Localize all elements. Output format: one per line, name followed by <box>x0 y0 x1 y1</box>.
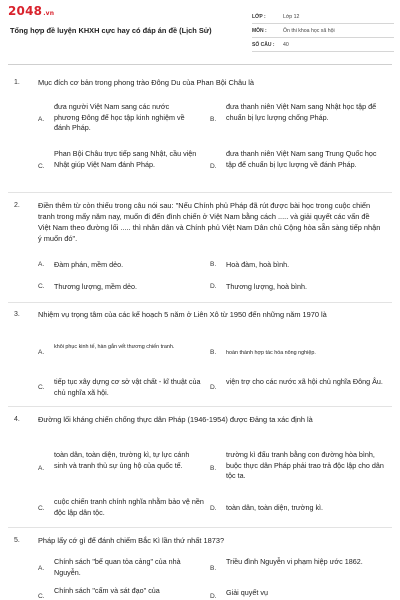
info-row-subject <box>252 24 394 38</box>
option-d-text[interactable]: toàn dân, toàn diện, trường kì. <box>226 503 324 512</box>
logo-main: 2048 <box>8 4 43 18</box>
option-b-text[interactable]: hoàn thành hợp tác hóa nông nghiệp. <box>226 350 316 356</box>
option-a-text[interactable]: Chính sách "bế quan tỏa cảng" của nhà Nguyễn. <box>54 557 181 577</box>
option-b-text[interactable]: Hoà đàm, hoà bình. <box>226 260 290 269</box>
option-a-text[interactable]: Đàm phán, mềm dẻo. <box>54 260 124 269</box>
info-row-count <box>252 38 394 52</box>
info-value: Lớp 12 <box>283 10 394 24</box>
option-d-text[interactable]: Giải quyết vụ <box>226 588 268 597</box>
info-value: 40 <box>283 38 394 52</box>
option-letter-a[interactable]: A. <box>38 349 45 356</box>
option-letter-b[interactable]: B. <box>210 465 217 472</box>
question-number: 5. <box>14 537 20 544</box>
option-letter-d[interactable]: D. <box>210 283 217 290</box>
info-key: LỚP : <box>252 10 283 24</box>
option-letter-c[interactable]: C. <box>38 283 45 290</box>
option-letter-c[interactable]: C. <box>38 384 45 391</box>
option-b-text[interactable]: trường kì đấu tranh bằng con đường hòa bình, buộc thực dân Pháp phải trao trả độc lập cho dân tộc ta. <box>226 450 384 480</box>
question-separator <box>8 527 392 528</box>
document-title: Tổng hợp đề luyện KHXH cực hay có đáp án đề (Lịch Sử) <box>10 26 212 35</box>
option-letter-a[interactable]: A. <box>38 465 45 472</box>
question-number: 4. <box>14 416 20 423</box>
option-letter-a[interactable]: A. <box>38 116 45 123</box>
option-letter-c[interactable]: C. <box>38 163 45 170</box>
question-text: Mục đích cơ bản trong phong trào Đông Du của Phan Bội Châu là <box>38 78 255 87</box>
option-a-text[interactable]: khôi phục kinh tế, hàn gắn vết thương chiến tranh. <box>54 344 175 350</box>
option-letter-a[interactable]: A. <box>38 261 45 268</box>
option-letter-b[interactable]: B. <box>210 116 217 123</box>
option-c-text[interactable]: cuộc chiến tranh chính nghĩa nhằm bảo vệ nền độc lập dân tộc. <box>54 497 204 517</box>
question-separator <box>8 192 392 193</box>
option-d-text[interactable]: Thương lượng, hoà bình. <box>226 282 307 291</box>
question-number: 3. <box>14 311 20 318</box>
question-text: Nhiệm vụ trọng tâm của các kế hoạch 5 năm ở Liên Xô từ 1950 đến những năm 1970 là <box>38 310 327 319</box>
info-key: SỐ CÂU : <box>252 38 283 52</box>
question-text: Điền thêm từ còn thiếu trong câu nói sau: "Nếu Chính phủ Pháp đã rút được bài học trong cuộc chiến tranh trong mấy năm nay, muốn đi đến đình chiến ở Việt Nam bằng cách ..... và giải quyết các vấn đề Việt Nam theo đường lối ..... thì nhân dân và Chính phủ Việt Nam Dân chủ Cộng hòa sẵn sàng tiếp nhận ý muốn đó". <box>38 201 381 243</box>
site-logo[interactable] <box>8 4 54 18</box>
option-c-text[interactable]: Phan Bội Châu trực tiếp sang Nhật, cầu viện Nhật giúp Việt Nam đánh Pháp. <box>54 149 197 169</box>
option-b-text[interactable]: Triều đình Nguyễn vi phạm hiệp ước 1862. <box>226 557 363 566</box>
question-separator <box>8 302 392 303</box>
option-d-text[interactable]: đưa thanh niên Việt Nam sang Trung Quốc học tập để chuẩn bị lực lượng về đánh Pháp. <box>226 149 377 169</box>
info-row-class <box>252 10 394 24</box>
option-letter-d[interactable]: D. <box>210 505 217 512</box>
question-text: Pháp lấy cớ gì để đánh chiếm Bắc Kì lần thứ nhất 1873? <box>38 536 225 545</box>
option-letter-c[interactable]: C. <box>38 505 45 512</box>
option-letter-b[interactable]: B. <box>210 349 217 356</box>
option-letter-b[interactable]: B. <box>210 261 217 268</box>
option-c-text[interactable]: tiếp tục xây dựng cơ sở vật chất - kĩ thuật của chủ nghĩa xã hội. <box>54 377 201 397</box>
question-number: 1. <box>14 79 20 86</box>
info-value: Ôn thi khoa học xã hội <box>283 24 394 38</box>
option-letter-d[interactable]: D. <box>210 163 217 170</box>
option-b-text[interactable]: đưa thanh niên Việt Nam sang Nhật học tập để chuẩn bị lực lượng chống Pháp. <box>226 102 377 122</box>
option-d-text[interactable]: viện trợ cho các nước xã hội chủ nghĩa Đông Âu. <box>226 377 383 386</box>
question-number: 2. <box>14 202 20 209</box>
option-letter-b[interactable]: B. <box>210 565 217 572</box>
option-c-text[interactable]: Thương lượng, mềm dẻo. <box>54 282 137 291</box>
question-text: Đường lối kháng chiến chống thực dân Pháp (1946-1954) được Đảng ta xác định là <box>38 415 313 424</box>
option-letter-d[interactable]: D. <box>210 384 217 391</box>
option-letter-a[interactable]: A. <box>38 565 45 572</box>
option-a-text[interactable]: toàn dân, toàn diện, trường kì, tự lực cánh sinh và tranh thủ sự ủng hộ của quốc tế. <box>54 450 190 470</box>
logo-suffix: .vn <box>43 10 55 17</box>
info-key: MÔN : <box>252 24 283 38</box>
option-c-text[interactable]: Chính sách "cấm và sát đạo" của <box>54 586 160 595</box>
exam-info-table <box>252 10 394 52</box>
question-separator <box>8 406 392 407</box>
option-letter-c[interactable]: C. <box>38 593 45 600</box>
option-a-text[interactable]: đưa người Việt Nam sang các nước phương Đông để học tập kinh nghiệm về đánh Pháp. <box>54 102 185 132</box>
header-divider <box>8 64 392 65</box>
option-letter-d[interactable]: D. <box>210 593 217 600</box>
